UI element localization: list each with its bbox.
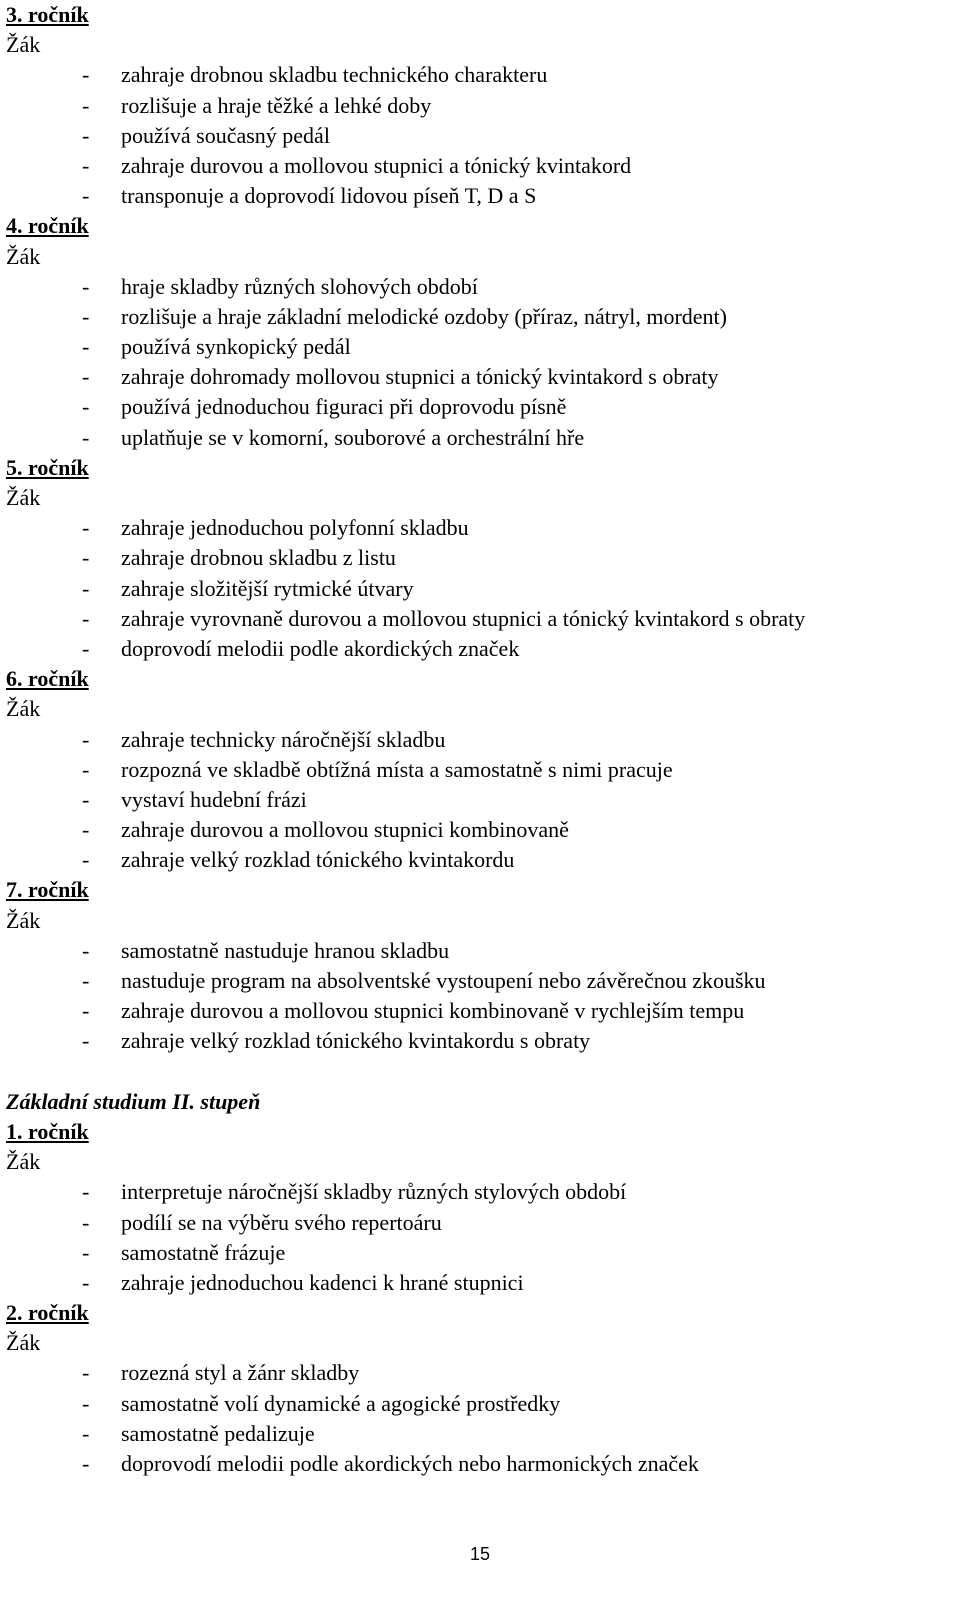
list-item (6, 785, 954, 815)
list-item-text: hraje skladby různých slohových období (121, 273, 478, 299)
list-item-text: nastuduje program na absolventské vystoupení nebo závěrečnou zkoušku (121, 968, 766, 993)
grade-title: 6. ročník (6, 666, 89, 692)
list-item (6, 604, 954, 634)
list-item (6, 815, 954, 845)
list-item-text: rozezná styl a žánr skladby (121, 1360, 360, 1386)
list-bullet-dash: - (82, 1269, 90, 1295)
list-item-text: samostatně nastuduje hranou skladbu (121, 937, 450, 963)
list-item (6, 1268, 954, 1298)
grade-title: 7. ročník (6, 877, 89, 903)
list-item-text: uplatňuje se v komorní, souborové a orchestrální hře (121, 424, 585, 450)
list-bullet-dash: - (82, 635, 90, 661)
list-item-text: samostatně frázuje (121, 1239, 286, 1265)
list-item (6, 423, 954, 453)
list-bullet-dash: - (82, 1360, 90, 1386)
list-bullet-dash: - (82, 334, 90, 360)
list-item (6, 543, 954, 573)
list-item (6, 151, 954, 181)
list-item (6, 634, 954, 664)
grade-heading-row (6, 664, 954, 694)
list-bullet-dash: - (82, 122, 90, 148)
list-bullet-dash: - (82, 968, 90, 993)
list-item (6, 272, 954, 302)
list-bullet-dash: - (82, 424, 90, 450)
list-item-text: zahraje jednoduchou kadenci k hrané stupnici (121, 1269, 524, 1295)
list-item-text: zahraje velký rozklad tónického kvintakordu s obraty (121, 1028, 591, 1054)
list-item (6, 996, 954, 1026)
list-item-text: zahraje durovou a mollovou stupnici kombinovaně v rychlejším tempu (121, 998, 745, 1024)
list-bullet-dash: - (82, 1209, 90, 1235)
list-item (6, 362, 954, 392)
list-item-text: rozlišuje a hraje těžké a lehké doby (121, 92, 432, 118)
list-item-text: používá současný pedál (121, 122, 330, 148)
list-bullet-dash: - (82, 937, 90, 963)
list-bullet-dash: - (82, 605, 90, 631)
list-item (6, 755, 954, 785)
list-item (6, 1449, 954, 1479)
list-bullet-dash: - (82, 92, 90, 118)
grade-subject: Žák (6, 696, 41, 722)
list-bullet-dash: - (82, 1451, 90, 1476)
list-bullet-dash: - (82, 303, 90, 329)
list-item (6, 181, 954, 211)
list-item-text: zahraje technicky náročnější skladbu (121, 726, 446, 752)
list-item-text: transponuje a doprovodí lidovou píseň T, D a S (121, 183, 537, 209)
list-bullet-dash: - (82, 515, 90, 541)
list-item-text: zahraje durovou a mollovou stupnici a tónický kvintakord (121, 152, 632, 178)
grade-subject: Žák (6, 907, 41, 933)
list-item-text: zahraje drobnou skladbu z listu (121, 545, 396, 571)
list-item (6, 302, 954, 332)
grade-subject: Žák (6, 1149, 41, 1175)
list-item (6, 513, 954, 543)
list-bullet-dash: - (82, 786, 90, 812)
list-item-text: zahraje jednoduchou polyfonní skladbu (121, 515, 469, 541)
section-heading: Základní studium II. stupeň (6, 1088, 261, 1114)
list-bullet-dash: - (82, 152, 90, 178)
section-spacer (6, 1057, 954, 1087)
list-item (6, 392, 954, 422)
list-bullet-dash: - (82, 364, 90, 390)
grade-heading-row (6, 211, 954, 241)
list-item-text: rozpozná ve skladbě obtížná místa a samostatně s nimi pracuje (121, 756, 673, 782)
list-item (6, 574, 954, 604)
list-bullet-dash: - (82, 545, 90, 571)
list-item-text: doprovodí melodii podle akordických nebo harmonických značek (121, 1451, 699, 1476)
document-body (6, 0, 954, 1479)
grade-title: 2. ročník (6, 1300, 89, 1326)
list-bullet-dash: - (82, 998, 90, 1024)
list-bullet-dash: - (82, 394, 90, 420)
list-bullet-dash: - (82, 726, 90, 752)
grade-subject: Žák (6, 243, 41, 269)
list-item-text: zahraje dohromady mollovou stupnici a tónický kvintakord s obraty (121, 364, 719, 390)
page-number: 15 (469, 1544, 491, 1564)
list-item-text: zahraje složitější rytmické útvary (121, 575, 414, 601)
list-bullet-dash: - (82, 183, 90, 209)
list-item-text: zahraje durovou a mollovou stupnici kombinovaně (121, 817, 569, 843)
grade-heading-row (6, 453, 954, 483)
list-item (6, 1419, 954, 1449)
list-item-text: samostatně volí dynamické a agogické prostředky (121, 1390, 561, 1416)
grade-heading-row (6, 875, 954, 905)
list-item-text: používá synkopický pedál (121, 334, 351, 360)
list-item-text: zahraje vyrovnaně durovou a mollovou stupnici a tónický kvintakord s obraty (121, 605, 806, 631)
list-item (6, 332, 954, 362)
list-bullet-dash: - (82, 1390, 90, 1416)
list-item (6, 1177, 954, 1207)
grade-title: 5. ročník (6, 454, 89, 480)
list-bullet-dash: - (82, 756, 90, 782)
grade-subject: Žák (6, 485, 41, 510)
list-item (6, 1026, 954, 1056)
list-item-text: podílí se na výběru svého repertoáru (121, 1209, 442, 1235)
list-item (6, 1358, 954, 1388)
grade-title: 1. ročník (6, 1118, 89, 1144)
list-bullet-dash: - (82, 62, 90, 88)
list-bullet-dash: - (82, 847, 90, 873)
list-item-text: interpretuje náročnější skladby různých stylových období (121, 1179, 627, 1205)
list-item-text: používá jednoduchou figuraci při doprovodu písně (121, 394, 567, 420)
grade-heading-row (6, 1298, 954, 1328)
list-bullet-dash: - (82, 817, 90, 843)
list-bullet-dash: - (82, 1420, 90, 1446)
list-item-text: samostatně pedalizuje (121, 1420, 315, 1446)
grade-heading-row (6, 1117, 954, 1147)
grade-title: 4. ročník (6, 213, 89, 239)
list-bullet-dash: - (82, 575, 90, 601)
list-item (6, 845, 954, 875)
list-item-text: zahraje velký rozklad tónického kvintakordu (121, 847, 515, 873)
list-item (6, 91, 954, 121)
list-item (6, 60, 954, 90)
grade-heading-row (6, 0, 954, 30)
grade-subject: Žák (6, 32, 41, 58)
list-item (6, 936, 954, 966)
list-item-text: vystaví hudební frázi (121, 786, 307, 812)
list-item (6, 725, 954, 755)
list-item-text: doprovodí melodii podle akordických značek (121, 635, 520, 661)
list-bullet-dash: - (82, 1028, 90, 1054)
list-item-text: rozlišuje a hraje základní melodické ozdoby (příraz, nátryl, mordent) (121, 303, 727, 329)
list-item (6, 966, 954, 996)
grade-title: 3. ročník (6, 2, 89, 27)
list-bullet-dash: - (82, 1179, 90, 1205)
grade-subject: Žák (6, 1330, 41, 1356)
list-bullet-dash: - (82, 273, 90, 299)
list-item (6, 1389, 954, 1419)
list-item (6, 1238, 954, 1268)
list-bullet-dash: - (82, 1239, 90, 1265)
list-item (6, 121, 954, 151)
list-item-text: zahraje drobnou skladbu technického charakteru (121, 62, 548, 88)
list-item (6, 1208, 954, 1238)
